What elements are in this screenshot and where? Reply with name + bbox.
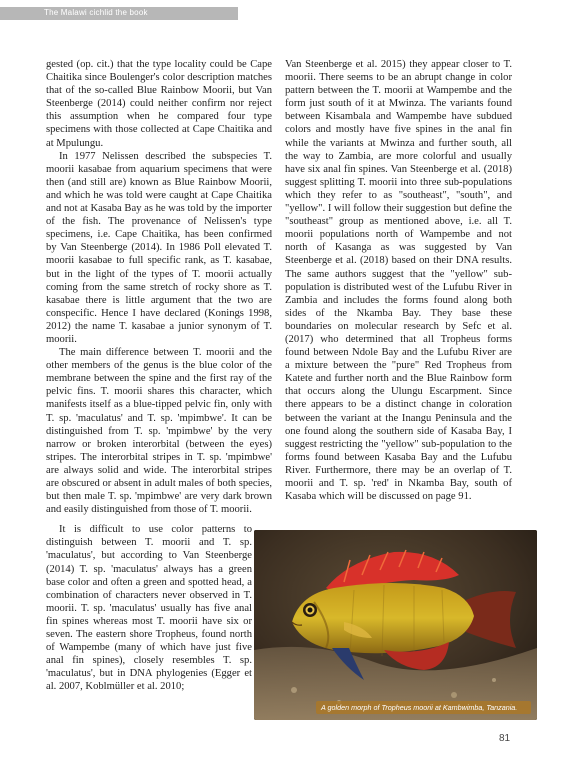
running-header-title: The Malawi cichlid the book bbox=[44, 8, 148, 17]
running-header-bar bbox=[0, 7, 238, 20]
left-paragraph-2: In 1977 Nelissen described the subspecies T. moorii kasabae from aquarium specimens that were then (and still are) known as Blue Rainbow Moorii, and which he was told were caught at Cape Chaitika and not at Kasaba Bay as he was told by the importer of the fish. The provenance of Nelissen's type specimens, i.e. Cape Chaitika, has been confirmed by Van Steenberge (2014). In 1986 Poll elevated T. moorii kasabae to full specific rank, as T. kasabae, but in the light of the types of T. moorii actually coming from the same stretch of rocky shore as T. kasabae there is little argument that the two are conspecific. Hence I have declared (Konings 1998, 2012) the name T. kasabae a junior synonym of T. moorii. bbox=[46, 150, 272, 345]
left-column bbox=[46, 58, 272, 708]
right-column bbox=[285, 58, 512, 528]
left-paragraph-4: It is difficult to use color patterns to distinguish between T. moorii and T. sp. 'maculatus', but according to Van Steenberge (2014) T. sp. 'maculatus' always has a green base color and often a green and spotted head, a combination of characters never observed in T. moorii. T. sp. 'maculatus' usually has five anal fin spines whereas most T. moorii have six or seven. The eastern shore Tropheus, found north of Wampembe (many of which have just five anal fin spines), closely resembles T. sp. 'maculatus', but in DNA phylogenies (Egger et al. 2007, Koblmüller et al. 2010; bbox=[46, 524, 252, 693]
fish-photo bbox=[254, 530, 537, 720]
photo-caption: A golden morph of Tropheus moorii at Kambwimba, Tanzania. bbox=[316, 701, 531, 714]
right-paragraph-1: Van Steenberge et al. 2015) they appear closer to T. moorii. There seems to be an abrupt change in color pattern between the T. moorii at Wampembe and the form just south of it at Mwinza. The variants found between Kisambala and Wampembe have subdued colors and mostly have five spines in the anal fin while the variants at Mwinza and further south, all the way to Zambia, are more colorful and usually have six anal fin spines. Van Steenberge et al. (2018) suggest splitting T. moorii into three sub-populations which they refer to as "southeast", "south", and "yellow". I will follow their suggestion but define the "southeast" group as mentioned above, i.e. all T. moorii populations north of Wampembe and not north of Kasanga as was suggested by Van Steenberge et al. (2018) based on their DNA results. The same authors suggest that the "yellow" sub-population is distributed west of the Lufubu River in Zambia and includes the forms found along both sides of the Nkamba Bay. They base these boundaries on molecular research by Sefc et al. (2017) who determined that all Tropheus forms found between Ndole Bay and the Lufubu River are a mixture between the "pure" Red Tropheus from Katete and further north and the Blue Rainbow form that occurs along the Ulungu Escarpment. Since there appears to be a distinct change in coloration between the variant at the Inangu Peninsula and the one found along the southern side of Kasaba Bay, I suggest restricting the "yellow" sub-population to the forms found between Kasaba Bay and the Lufubu River. Furthermore, there may be an overlap of T. moorii and T. sp. 'red' in Nkamba Bay, south of Kasaba which will be discussed on page 91. bbox=[285, 59, 512, 503]
page-number: 81 bbox=[499, 733, 511, 744]
running-header bbox=[0, 0, 567, 24]
left-paragraph-3: The main difference between T. moorii and the other members of the genus is the blue color of the membrane between the spine and the first ray of the pelvic fins. T. moorii shares this character, which manifests itself as a blue-tipped pelvic fin, only with T. sp. 'maculatus' and T. sp. 'mpimbwe'. It can be distinguished from T. sp. 'mpimbwe' by the very narrow or broken interorbital (between the eyes) stripes. The interorbital stripes in T. sp. 'mpimbwe' are always solid and wide. The interorbital stripes are obscured or absent in adult males of both species, but then male T. sp. 'mpimbwe' are very dark brown and easily distinguished from those of T. moorii. bbox=[46, 347, 272, 516]
left-paragraph-1: gested (op. cit.) that the type locality could be Cape Chaitika since Boulenger's color description matches that of the so-called Blue Rainbow Moorii, but Van Steenberge (2014) could neither confirm nor reject this assumption when he compared four type specimens with those collected at Cape Chaitika and at Mpulungu. bbox=[46, 59, 272, 149]
fish-illustration bbox=[254, 530, 537, 720]
